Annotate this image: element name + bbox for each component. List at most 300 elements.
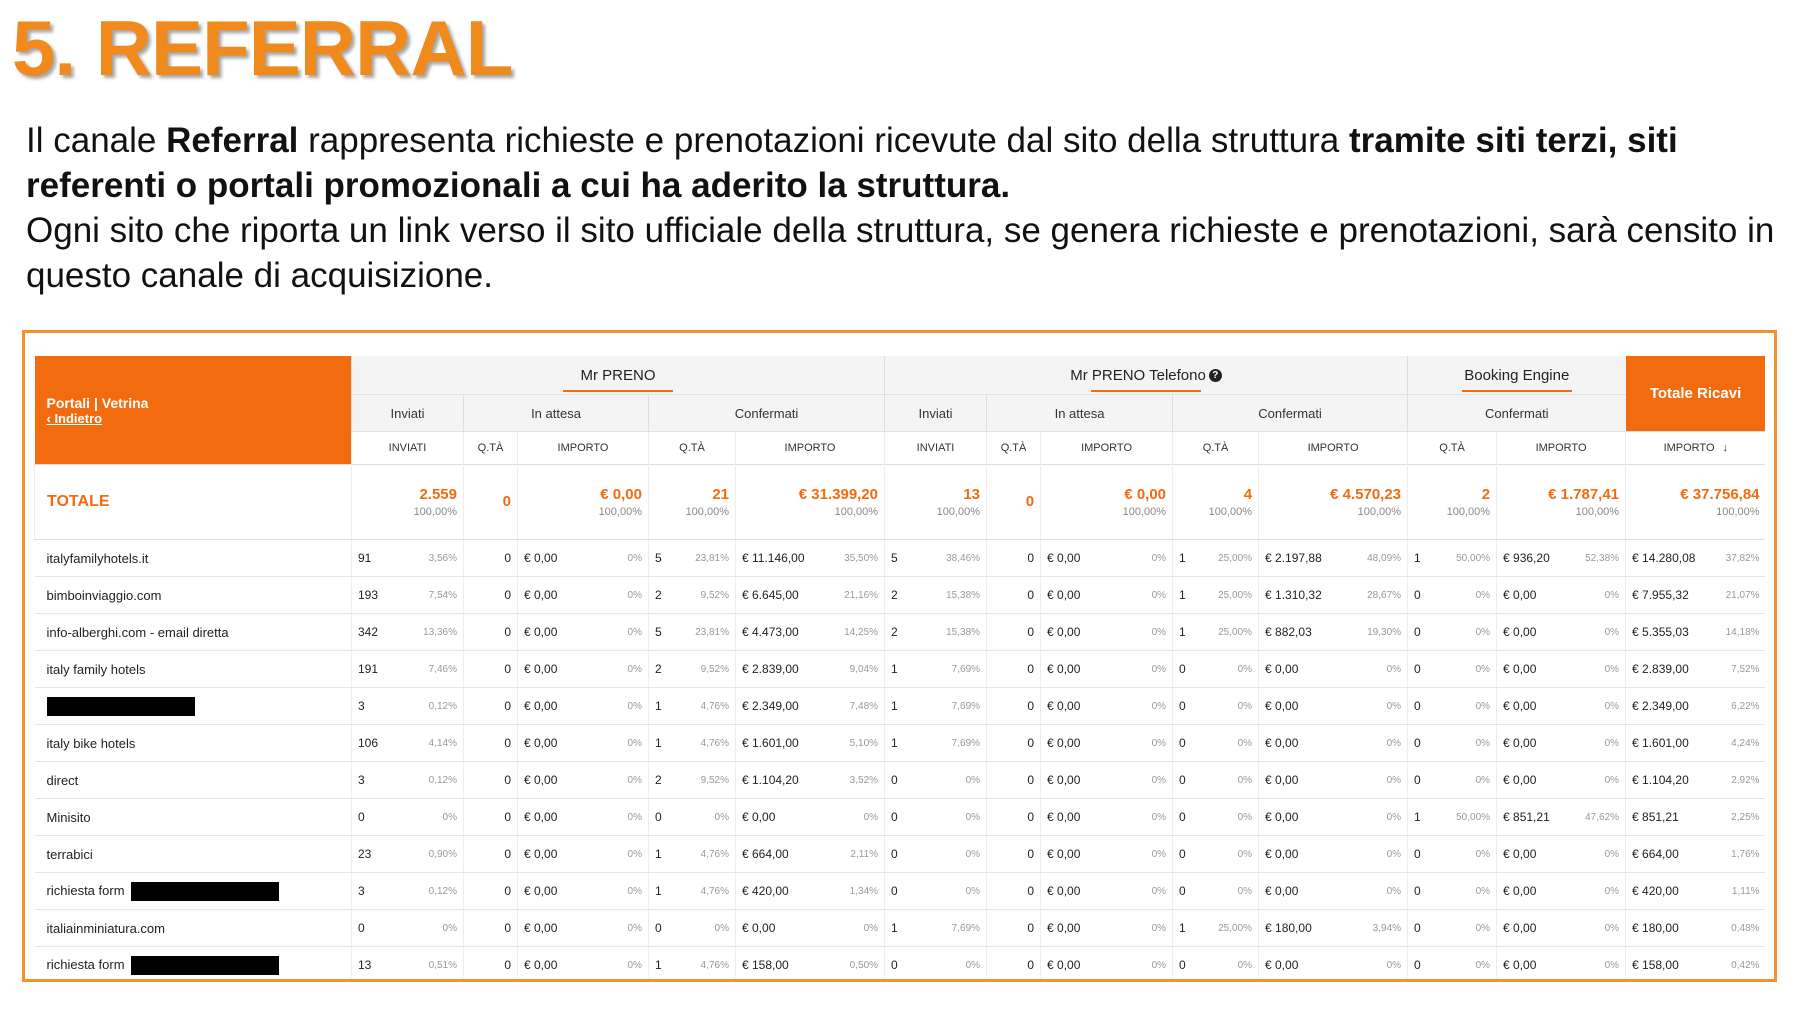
cell-percent: 0%: [627, 811, 642, 823]
data-cell: [649, 799, 736, 836]
cell-value: 0: [1027, 662, 1035, 676]
report-table-container: [34, 356, 1765, 978]
cell-value: 0: [358, 921, 365, 935]
row-name-cell[interactable]: [35, 540, 352, 577]
total-percent: 100,00%: [1446, 506, 1491, 518]
data-cell: [1626, 873, 1765, 910]
cell-percent: 23,81%: [695, 626, 729, 638]
cell-value: 0: [1179, 884, 1186, 898]
cell-value: € 0,00: [1047, 588, 1081, 602]
cell-value: 1: [655, 736, 662, 750]
data-cell: [1173, 540, 1259, 577]
cell-percent: 0%: [863, 811, 879, 823]
table-row[interactable]: [35, 651, 1766, 688]
data-cell: [649, 910, 736, 947]
cell-percent: 0%: [627, 589, 642, 601]
cell-percent: 0%: [1604, 959, 1620, 971]
cell-percent: 0%: [1475, 589, 1491, 601]
cell-percent: 48,09%: [1367, 552, 1402, 564]
cell-content: [655, 773, 729, 787]
cell-value: € 420,00: [742, 884, 789, 898]
cell-content: [1503, 958, 1619, 972]
cell-content: [1414, 958, 1490, 972]
row-name-cell[interactable]: [35, 651, 352, 688]
data-cell: [1259, 799, 1408, 836]
data-cell: [1173, 725, 1259, 762]
cell-percent: 14,25%: [844, 626, 879, 638]
data-cell: [1259, 910, 1408, 947]
cell-value: € 1.601,00: [742, 736, 799, 750]
data-cell: [1497, 873, 1626, 910]
cell-percent: 4,76%: [700, 848, 729, 860]
data-cell: [1259, 873, 1408, 910]
cell-content: [742, 699, 878, 713]
cell-percent: 0%: [1151, 626, 1167, 638]
cell-value: € 5.355,03: [1632, 625, 1689, 639]
cell-percent: 0%: [627, 737, 642, 749]
cell-content: [524, 884, 642, 898]
subheader-in-attesa: In attesa: [464, 395, 649, 432]
intro-paragraph-2: Ogni sito che riporta un link verso il sito ufficiale della struttura, se genera richieste e prenotazioni, sarà censito in questo canale di acquisizione.: [26, 211, 1775, 295]
data-cell: [1259, 614, 1408, 651]
table-row[interactable]: [35, 540, 1766, 577]
cell-value: 0: [655, 921, 662, 935]
table-row[interactable]: [35, 947, 1766, 979]
cell-value: € 0,00: [1503, 921, 1537, 935]
cell-value: € 1.104,20: [1632, 773, 1689, 787]
cell-content: [358, 773, 457, 787]
cell-value: € 1.310,32: [1265, 588, 1322, 602]
cell-value: 106: [358, 736, 379, 750]
cell-value: € 2.197,88: [1265, 551, 1322, 565]
column-header-inviati[interactable]: INVIATI: [352, 432, 464, 465]
row-name: direct: [46, 772, 79, 788]
data-cell: [1408, 651, 1497, 688]
intro-paragraph-1: [26, 118, 1786, 208]
data-cell: [352, 873, 464, 910]
row-name-cell[interactable]: [35, 947, 352, 979]
cell-content: [1414, 662, 1490, 676]
row-name-cell[interactable]: [35, 614, 352, 651]
data-cell: [518, 651, 649, 688]
cell-percent: 2,11%: [850, 848, 879, 860]
cell-content: [358, 958, 457, 972]
data-cell: [1408, 688, 1497, 725]
cell-value: € 0,00: [524, 625, 558, 639]
cell-percent: 0%: [1151, 589, 1167, 601]
cell-content: [1632, 810, 1760, 824]
data-cell: [1041, 947, 1173, 979]
cell-content: [524, 625, 642, 639]
data-cell: [987, 651, 1041, 688]
cell-content: [742, 884, 878, 898]
total-percent: 100,00%: [936, 506, 981, 518]
data-cell: [464, 614, 518, 651]
cell-value: 0: [1179, 736, 1186, 750]
cell-value: 191: [358, 662, 379, 676]
total-percent: 100,00%: [413, 506, 457, 518]
data-cell: [464, 799, 518, 836]
cell-content: [358, 551, 457, 565]
intro-text-part: Il canale: [26, 121, 167, 160]
cell-percent: 0,12%: [428, 885, 457, 897]
data-cell: [352, 910, 464, 947]
data-cell: [649, 725, 736, 762]
cell-percent: 0%: [1475, 959, 1491, 971]
cell-value: 1: [1414, 810, 1421, 824]
cell-content: [1414, 921, 1490, 935]
cell-value: 0: [1414, 588, 1421, 602]
cell-percent: 0%: [1386, 811, 1402, 823]
row-name-cell[interactable]: [35, 799, 352, 836]
cell-percent: 0%: [965, 811, 981, 823]
cell-value: 0: [1027, 921, 1035, 935]
cell-content: [742, 921, 878, 935]
total-value: 13: [963, 486, 981, 503]
cell-percent: 0%: [627, 848, 642, 860]
cell-percent: 4,14%: [428, 737, 457, 749]
cell-content: [891, 773, 980, 787]
cell-value: 2: [655, 773, 662, 787]
totals-row: [35, 465, 1766, 540]
cell-content: [742, 810, 878, 824]
data-cell: [352, 799, 464, 836]
cell-content: [1265, 958, 1401, 972]
referral-report-table: [34, 356, 1765, 978]
column-header-qta[interactable]: Q.TÀ: [464, 432, 518, 465]
cell-percent: 0%: [1475, 885, 1491, 897]
data-cell: [1259, 725, 1408, 762]
table-row[interactable]: [35, 762, 1766, 799]
data-cell: [1041, 836, 1173, 873]
data-cell: [649, 577, 736, 614]
data-cell: [736, 577, 885, 614]
cell-value: 1: [655, 847, 662, 861]
data-cell: [464, 688, 518, 725]
cell-percent: 6,22%: [1731, 700, 1760, 712]
column-header-importo[interactable]: IMPORTO: [518, 432, 649, 465]
total-cell: [1626, 465, 1765, 540]
cell-value: 1: [891, 921, 898, 935]
total-value: € 37.756,84: [1680, 486, 1760, 503]
row-name-cell[interactable]: [35, 688, 352, 725]
cell-percent: 0%: [1151, 811, 1167, 823]
cell-value: 1: [1179, 921, 1186, 935]
cell-content: [655, 847, 729, 861]
column-header-importo-totale[interactable]: [1626, 432, 1765, 465]
cell-value: € 0,00: [1047, 736, 1081, 750]
cell-value: 3: [358, 884, 365, 898]
cell-value: 0: [1027, 958, 1035, 972]
row-name-cell[interactable]: [35, 577, 352, 614]
cell-value: 0: [1027, 884, 1035, 898]
row-name: italy family hotels: [46, 661, 146, 677]
cell-content: [1047, 921, 1166, 935]
data-cell: [1041, 762, 1173, 799]
cell-content: [1632, 884, 1760, 898]
cell-value: 0: [504, 847, 511, 861]
column-header-qta[interactable]: Q.TÀ: [1173, 432, 1259, 465]
intro-text: [26, 118, 1786, 298]
data-cell: [1497, 947, 1626, 979]
data-cell: [1497, 614, 1626, 651]
data-cell: [1497, 577, 1626, 614]
cell-value: € 0,00: [1503, 736, 1537, 750]
table-row[interactable]: [35, 725, 1766, 762]
cell-percent: 7,52%: [1731, 663, 1760, 675]
cell-value: € 0,00: [524, 921, 558, 935]
row-name-cell[interactable]: [35, 725, 352, 762]
cell-value: 0: [1027, 773, 1035, 787]
table-row[interactable]: [35, 873, 1766, 910]
cell-percent: 13,36%: [423, 626, 457, 638]
help-icon[interactable]: ?: [1209, 369, 1222, 382]
data-cell: [352, 762, 464, 799]
total-value: 21: [712, 486, 729, 503]
cell-value: € 6.645,00: [742, 588, 799, 602]
totals-label: TOTALE: [35, 465, 352, 540]
cell-value: € 0,00: [1047, 884, 1081, 898]
data-cell: [1041, 725, 1173, 762]
cell-value: € 0,00: [742, 810, 776, 824]
total-value: € 31.399,20: [798, 486, 879, 503]
table-row[interactable]: [35, 577, 1766, 614]
slide-title: 5. REFERRAL: [12, 4, 513, 92]
cell-value: € 0,00: [1047, 810, 1081, 824]
data-cell: [1259, 651, 1408, 688]
cell-percent: 0%: [1475, 663, 1491, 675]
data-cell: [1626, 725, 1765, 762]
cell-percent: 0%: [1604, 774, 1620, 786]
cell-percent: 4,76%: [700, 700, 729, 712]
row-name-cell[interactable]: [35, 873, 352, 910]
cell-percent: 3,52%: [849, 774, 879, 786]
data-cell: [1408, 762, 1497, 799]
cell-percent: 1,11%: [1731, 885, 1760, 897]
cell-percent: 21,07%: [1725, 589, 1760, 601]
cell-percent: 0%: [1475, 737, 1491, 749]
group-header-booking-engine: [1408, 356, 1626, 395]
cell-percent: 0%: [1386, 848, 1402, 860]
cell-value: € 0,00: [1503, 773, 1537, 787]
cell-content: [1265, 884, 1401, 898]
cell-value: 1: [655, 699, 662, 713]
table-row[interactable]: [35, 614, 1766, 651]
data-cell: [1041, 910, 1173, 947]
cell-value: € 0,00: [1265, 736, 1299, 750]
cell-percent: 4,76%: [700, 959, 729, 971]
cell-content: [524, 588, 642, 602]
column-header-qta[interactable]: Q.TÀ: [987, 432, 1041, 465]
cell-content: [1179, 662, 1252, 676]
cell-value: 1: [1179, 551, 1186, 565]
column-header-qta[interactable]: Q.TÀ: [649, 432, 736, 465]
data-cell: [649, 947, 736, 979]
cell-value: 0: [504, 588, 511, 602]
cell-content: [1414, 773, 1490, 787]
cell-content: [655, 736, 729, 750]
cell-content: [524, 810, 642, 824]
data-cell: [518, 873, 649, 910]
group-label: Mr PRENO Telefono: [1070, 366, 1206, 384]
table-row[interactable]: [35, 688, 1766, 725]
cell-value: 1: [1179, 588, 1186, 602]
data-cell: [518, 577, 649, 614]
data-cell: [885, 577, 987, 614]
cell-percent: 0,12%: [428, 700, 457, 712]
cell-percent: 0%: [1604, 737, 1620, 749]
cell-content: [1414, 625, 1490, 639]
data-cell: [736, 762, 885, 799]
cell-percent: 38,46%: [946, 552, 981, 564]
data-cell: [885, 651, 987, 688]
cell-value: 0: [504, 810, 511, 824]
cell-percent: 9,52%: [700, 589, 729, 601]
cell-content: [655, 810, 729, 824]
cell-value: € 4.473,00: [742, 625, 799, 639]
column-header-importo[interactable]: IMPORTO: [1259, 432, 1408, 465]
data-cell: [1497, 762, 1626, 799]
intro-highlight-sites: tramite siti terzi, siti referenti o portali promozionali a cui ha aderito la struttura.: [26, 121, 1678, 205]
row-name-cell[interactable]: [35, 910, 352, 947]
row-name: richiesta form: [46, 882, 125, 898]
cell-value: 0: [504, 884, 511, 898]
cell-value: € 0,00: [1047, 921, 1081, 935]
cell-content: [1503, 625, 1619, 639]
cell-content: [1632, 588, 1760, 602]
cell-percent: 4,24%: [1731, 737, 1760, 749]
corner-title: Portali | Vetrina: [46, 394, 149, 411]
cell-value: € 0,00: [1503, 662, 1537, 676]
cell-value: € 0,00: [1265, 884, 1299, 898]
cell-content: [1179, 884, 1252, 898]
cell-percent: 0%: [627, 922, 642, 934]
row-name: bimboinviaggio.com: [46, 587, 162, 603]
table-row[interactable]: [35, 799, 1766, 836]
cell-value: 0: [891, 958, 898, 972]
cell-content: [655, 588, 729, 602]
intro-text-part: rappresenta richieste e prenotazioni ricevute dal sito della struttura: [298, 121, 1349, 160]
cell-value: 0: [504, 551, 511, 565]
cell-percent: 0%: [1604, 922, 1620, 934]
cell-content: [655, 699, 729, 713]
cell-content: [1047, 847, 1166, 861]
cell-percent: 0%: [627, 885, 642, 897]
cell-value: 0: [891, 884, 898, 898]
cell-content: [1047, 588, 1166, 602]
cell-value: € 0,00: [524, 699, 558, 713]
total-percent: 100,00%: [1716, 506, 1760, 518]
cell-content: [891, 810, 980, 824]
cell-content: [1047, 699, 1166, 713]
cell-value: 0: [1027, 699, 1035, 713]
data-cell: [736, 947, 885, 979]
total-cell: [885, 465, 987, 540]
cell-percent: 2,92%: [1731, 774, 1760, 786]
data-cell: [464, 762, 518, 799]
data-cell: [1173, 651, 1259, 688]
cell-percent: 0%: [442, 922, 457, 934]
cell-value: € 11.146,00: [742, 551, 805, 565]
row-name: Minisito: [46, 809, 91, 825]
table-row[interactable]: [35, 836, 1766, 873]
cell-value: 3: [358, 699, 365, 713]
column-header-qta[interactable]: Q.TÀ: [1408, 432, 1497, 465]
data-cell: [1626, 577, 1765, 614]
row-name-cell[interactable]: [35, 836, 352, 873]
cell-content: [1632, 921, 1760, 935]
cell-percent: 0%: [1386, 885, 1402, 897]
cell-content: [358, 810, 457, 824]
data-cell: [1173, 873, 1259, 910]
group-label: Booking Engine: [1464, 366, 1570, 384]
cell-value: € 180,00: [1632, 921, 1679, 935]
cell-percent: 0%: [1151, 737, 1167, 749]
row-name-cell[interactable]: [35, 762, 352, 799]
cell-content: [1632, 662, 1760, 676]
cell-content: [1503, 847, 1619, 861]
data-cell: [352, 651, 464, 688]
cell-content: [1179, 699, 1252, 713]
cell-percent: 0%: [1237, 959, 1253, 971]
data-cell: [1626, 614, 1765, 651]
cell-content: [358, 736, 457, 750]
column-header-importo[interactable]: IMPORTO: [1041, 432, 1173, 465]
data-cell: [1408, 614, 1497, 651]
data-cell: [1041, 540, 1173, 577]
cell-percent: 4,76%: [700, 737, 729, 749]
back-link[interactable]: ‹ Indietro: [46, 410, 103, 426]
data-cell: [885, 799, 987, 836]
cell-content: [358, 847, 457, 861]
data-cell: [352, 725, 464, 762]
cell-percent: 0,12%: [428, 774, 457, 786]
column-header-importo[interactable]: IMPORTO: [736, 432, 885, 465]
cell-percent: 2,25%: [1731, 811, 1760, 823]
sort-desc-icon[interactable]: ↓: [1722, 442, 1728, 454]
cell-value: € 0,00: [524, 847, 558, 861]
cell-content: [524, 551, 642, 565]
column-header-inviati[interactable]: INVIATI: [885, 432, 987, 465]
cell-content: [1265, 662, 1401, 676]
column-header-importo[interactable]: IMPORTO: [1497, 432, 1626, 465]
cell-value: € 0,00: [1503, 847, 1537, 861]
cell-content: [1047, 625, 1166, 639]
cell-percent: 0%: [1151, 774, 1167, 786]
cell-value: € 0,00: [524, 810, 558, 824]
data-cell: [1626, 651, 1765, 688]
cell-value: € 0,00: [524, 958, 558, 972]
cell-content: [1265, 773, 1401, 787]
data-cell: [649, 836, 736, 873]
cell-value: € 0,00: [1503, 588, 1537, 602]
data-cell: [987, 799, 1041, 836]
cell-value: € 14.280,08: [1632, 551, 1696, 565]
data-cell: [1259, 836, 1408, 873]
data-cell: [464, 910, 518, 947]
cell-content: [891, 551, 980, 565]
cell-content: [655, 884, 729, 898]
total-value: 2: [1481, 486, 1491, 503]
cell-value: € 0,00: [1265, 662, 1299, 676]
total-cell: [1259, 465, 1408, 540]
cell-percent: 1,76%: [1731, 848, 1760, 860]
cell-value: € 2.349,00: [742, 699, 799, 713]
cell-content: [1265, 699, 1401, 713]
data-cell: [518, 910, 649, 947]
cell-content: [891, 921, 980, 935]
table-row[interactable]: [35, 910, 1766, 947]
